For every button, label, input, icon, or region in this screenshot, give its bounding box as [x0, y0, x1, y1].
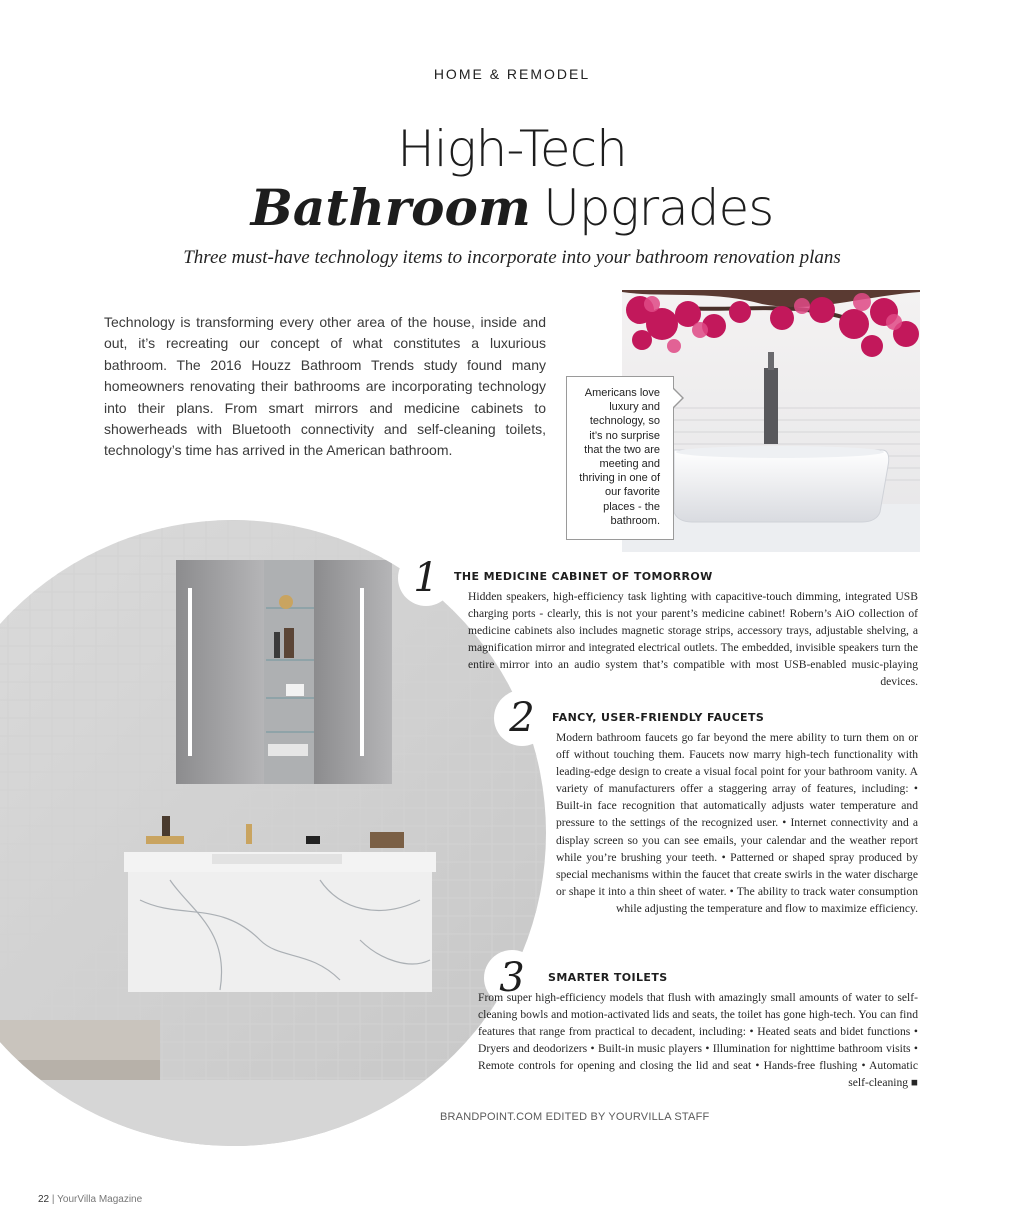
section-label: HOME & REMODEL [433, 66, 591, 82]
title-italic-word: Bathroom [250, 178, 531, 237]
article-subtitle: Three must-have technology items to incorporate into your bathroom renovation plans [183, 247, 841, 268]
item-body-3: From super high-efficiency models that flush with amazingly small amounts of water to self-cleaning bowls and motion-activated lids and seats, the toilet has gone high-tech. You can find features that range from practical to decadent, including: • Heated seats and bidet functions • Dryers and deodorizers • Built-in music players • Illumination for nighttime bathroom visits • Remote controls for opening and closing the lid and seat • Hands-free flushing • Automatic self-cleaning ■ [478, 991, 918, 1090]
item-body-2: Modern bathroom faucets go far beyond the mere ability to turn them on or off without touching them. Faucets now marry high-tech functionality with leading-edge design to create a visual focal point for your bathroom vanity. A variety of manufacturers offer a staggering array of features, including: • Built-in face recognition that automatically adjusts water temperature and pressure to the settings of the recognized user. • Internet connectivity and a display screen so you can see emails, your calendar and the weather report while you’re brushing your teeth. • Patterned or shaped spray produced by special mechanisms within the faucet that create swirls in the water discharge or shape it into a thin sheet of water. • The ability to track water consumption while adjusting the temperature and flow to maximize efficiency. [556, 731, 918, 915]
intro-paragraph: Technology is transforming every other area of the house, inside and out, it’s recreating our concept of what constitutes a luxurious bathroom. The 2016 Houzz Bathroom Trends study found many homeowners renovating their bathrooms are incorporating technology into their plans. From smart mirrors and medicine cabinets to showerheads with Bluetooth connectivity and self-cleaning toilets, technology’s time has arrived in the American bathroom. [104, 314, 546, 459]
item-heading-1: THE MEDICINE CABINET OF TOMORROW [454, 570, 713, 583]
footer-separator: | [51, 1194, 55, 1205]
pull-quote-callout [566, 376, 674, 540]
item-number-2: 2 [494, 690, 550, 746]
item-body-1: Hidden speakers, high-efficiency task lighting with capacitive-touch dimming, integrated USB charging ports - clearly, this is not your parent’s medicine cabinet! Robern’s AiO collection of medicine cabinets also includes magnetic storage strips, accessory trays, adjustable shelving, a magnification mirror and integrated electrical outlets. The embedded, invisible speakers turn the entire mirror into an audio system that’s compatible with most USB-enabled music-playing devices. [468, 590, 918, 689]
article-credit: BRANDPOINT.COM EDITED BY YOURVILLA STAFF [440, 1111, 710, 1123]
callout-pointer [673, 387, 684, 409]
magazine-name: YourVilla Magazine [57, 1194, 143, 1205]
article-title-line-1: High-Tech [397, 120, 627, 178]
item-number-3: 3 [484, 950, 540, 1006]
article-title-line-2 [0, 178, 1024, 238]
title-regular-word: Upgrades [543, 179, 774, 237]
page-footer [38, 1194, 142, 1205]
item-heading-3: SMARTER TOILETS [548, 971, 668, 984]
item-number-1: 1 [398, 550, 454, 606]
vanity-cabinet-photo [0, 520, 546, 1146]
pull-quote-text: Americans love luxury and technology, so it’s no surprise that the two are meeting and thriving in one of our favorite places - the bathroom. [579, 387, 660, 527]
page-number: 22 [38, 1194, 50, 1205]
item-heading-2: FANCY, USER-FRIENDLY FAUCETS [552, 711, 765, 724]
